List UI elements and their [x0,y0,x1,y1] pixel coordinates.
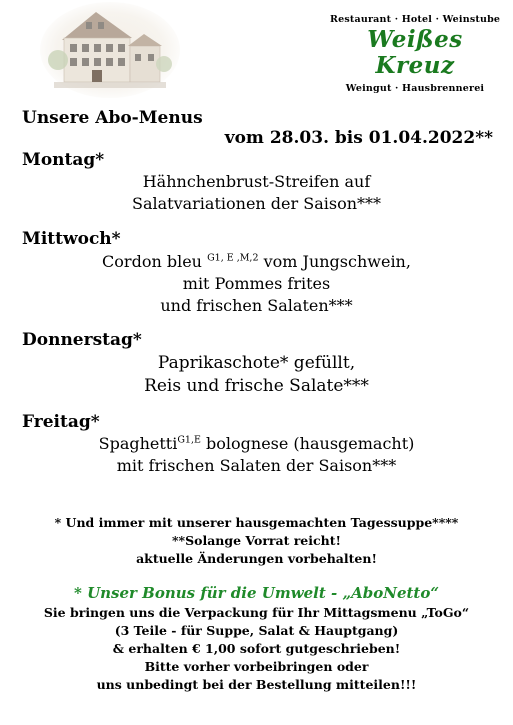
restaurant-brand [330,14,500,94]
dish-thursday [0,352,513,398]
allergen-codes: G1, E ,M,2 [207,252,259,264]
allergen-codes: G1,E [177,434,201,446]
dish-line: Paprikaschote* gefüllt, [157,353,356,373]
dish-line: mit Pommes frites [182,274,331,293]
bonus-line: & erhalten € 1,00 sofort gutgeschrieben! [112,641,401,656]
bonus-details [0,604,513,694]
bonus-line: (3 Teile - für Suppe, Salat & Hauptgang) [114,623,399,638]
dish-wednesday [0,251,513,317]
day-heading-friday: Freitag* [22,412,100,432]
dish-text: vom Jungschwein, [258,252,411,271]
footnote: aktuelle Änderungen vorbehalten! [136,551,377,566]
dish-friday [0,433,513,477]
page-title: Unsere Abo-Menus [22,108,203,128]
date-range: vom 28.03. bis 01.04.2022** [224,128,493,148]
hotel-building-photo [40,2,180,98]
day-heading-wednesday: Mittwoch* [22,229,121,249]
day-heading-thursday: Donnerstag* [22,330,142,350]
brand-tagline-bottom: Weingut · Hausbrennerei [345,82,485,94]
dish-text: Cordon bleu [102,252,208,271]
bonus-title: * Unser Bonus für die Umwelt - „AboNetto“ [74,584,439,602]
bonus-line: uns unbedingt bei der Bestellung mitteilen!!! [96,677,417,692]
dish-line [0,433,513,455]
dish-line: Reis und frische Salate*** [144,376,369,396]
footnote: **Solange Vorrat reicht! [172,533,341,548]
dish-line: Hähnchenbrust-Streifen auf [142,172,371,191]
footnote: * Und immer mit unserer hausgemachten Tagessuppe**** [54,515,459,530]
dish-line: und frischen Salaten*** [160,296,353,315]
dish-text: Spaghetti [98,434,178,453]
brand-name: Weißes Kreuz [367,26,463,80]
dish-line [0,251,513,273]
dish-monday [0,171,513,215]
day-heading-monday: Montag* [22,150,105,170]
bonus-line: Sie bringen uns die Verpackung für Ihr Mittagsmenu „ToGo“ [43,605,470,620]
dish-line: mit frischen Salaten der Saison*** [116,456,397,475]
dish-text: bolognese (hausgemacht) [200,434,415,453]
brand-tagline-top: Restaurant · Hotel · Weinstube [330,14,501,25]
footnotes [0,514,513,568]
dish-line: Salatvariationen der Saison*** [131,194,382,213]
bonus-line: Bitte vorher vorbeibringen oder [144,659,369,674]
